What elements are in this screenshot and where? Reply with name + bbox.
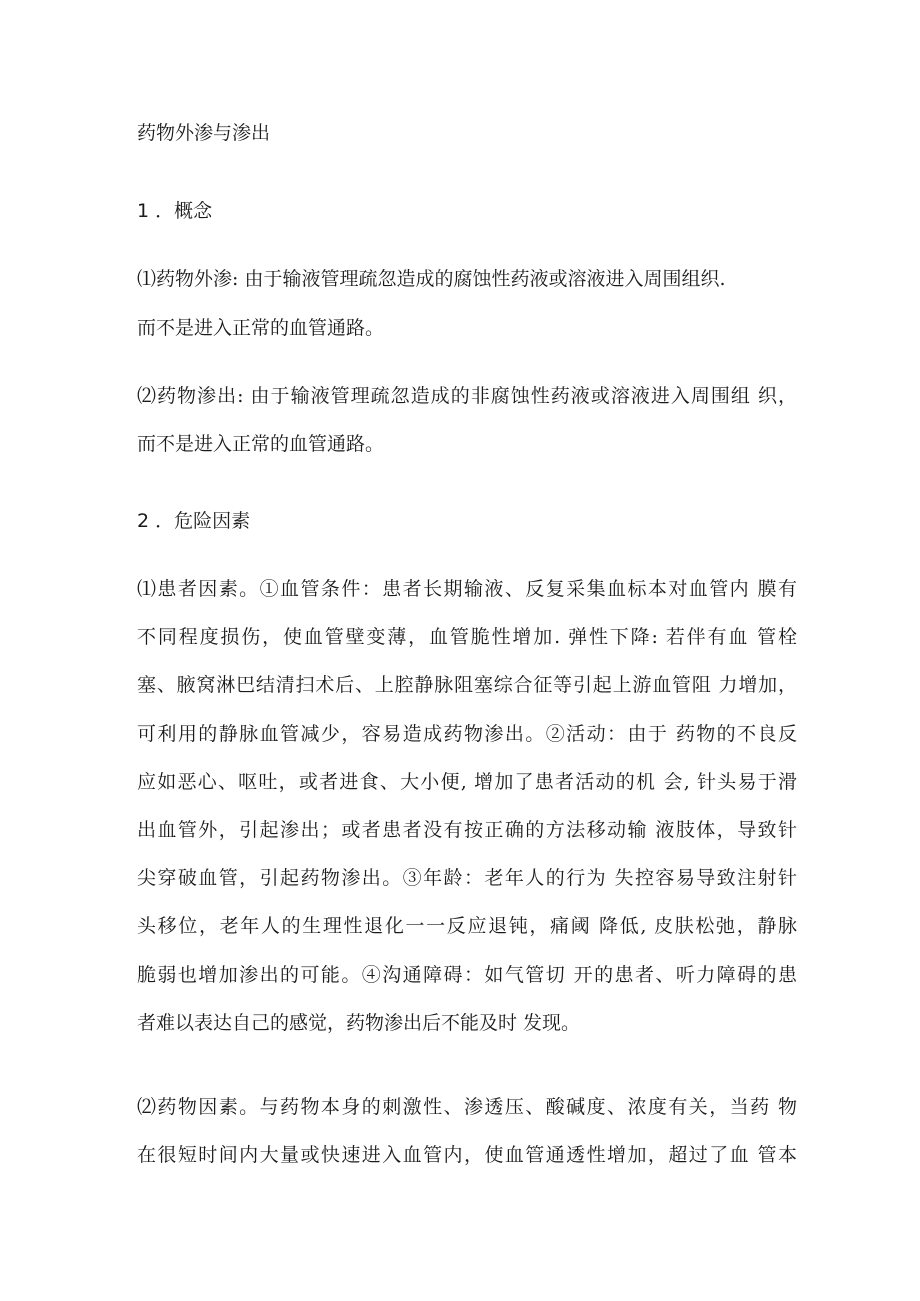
paragraph-line: 脆弱也增加渗出的可能。④沟通障碍：如气管切 开的患者、听力障碍的患 bbox=[137, 964, 797, 986]
paragraph-line: 在很短时间内大量或快速进入血管内，使血管通透性增加，超过了血 管本 bbox=[137, 1144, 797, 1166]
paragraph-line: 而不是进入正常的血管通路。 bbox=[137, 433, 385, 455]
paragraph-line: ⑴药物外渗: 由于输液管理疏忽造成的腐蚀性药液或溶液进入周围组织. bbox=[137, 268, 726, 290]
paragraph-line: ⑴患者因素。①血管条件：患者长期输液、反复采集血标本对血管内 膜有 bbox=[137, 578, 797, 600]
paragraph-line: 可利用的静脉血管减少，容易造成药物渗出。②活动：由于 药物的不良反 bbox=[137, 723, 797, 745]
paragraph-line: ⑵药物渗出: 由于输液管理疏忽造成的非腐蚀性药液或溶液进入周围组 织， bbox=[137, 385, 797, 407]
paragraph-line: 尖穿破血管，引起药物渗出。③年龄：老年人的行为 失控容易导致注射针 bbox=[137, 867, 797, 889]
section-2-heading: 2 ．危险因素 bbox=[137, 510, 251, 532]
paragraph-line: ⑵药物因素。与药物本身的刺激性、渗透压、酸碱度、浓度有关，当药 物 bbox=[137, 1096, 797, 1118]
document-title: 药物外渗与渗出 bbox=[137, 122, 271, 144]
paragraph-line: 应如恶心、呕吐，或者进食、大小便, 增加了患者活动的机 会, 针头易于滑 bbox=[137, 771, 797, 793]
paragraph-line: 塞、腋窝淋巴结清扫术后、上腔静脉阻塞综合征等引起上游血管阻 力增加， bbox=[137, 674, 797, 696]
paragraph-line: 而不是进入正常的血管通路。 bbox=[137, 317, 385, 339]
section-1-heading: 1 ．概念 bbox=[137, 200, 213, 222]
paragraph-line: 出血管外，引起渗出；或者患者没有按正确的方法移动输 液肢体，导致针 bbox=[137, 819, 797, 841]
paragraph-line: 者难以表达自己的感觉，药物渗出后不能及时 发现。 bbox=[137, 1012, 581, 1034]
paragraph-line: 不同程度损伤，使血管壁变薄，血管脆性增加. 弹性下降: 若伴有血 管栓 bbox=[137, 626, 797, 648]
paragraph-line: 头移位，老年人的生理性退化一一反应退钝，痛阈 降低, 皮肤松弛，静脉 bbox=[137, 915, 797, 937]
